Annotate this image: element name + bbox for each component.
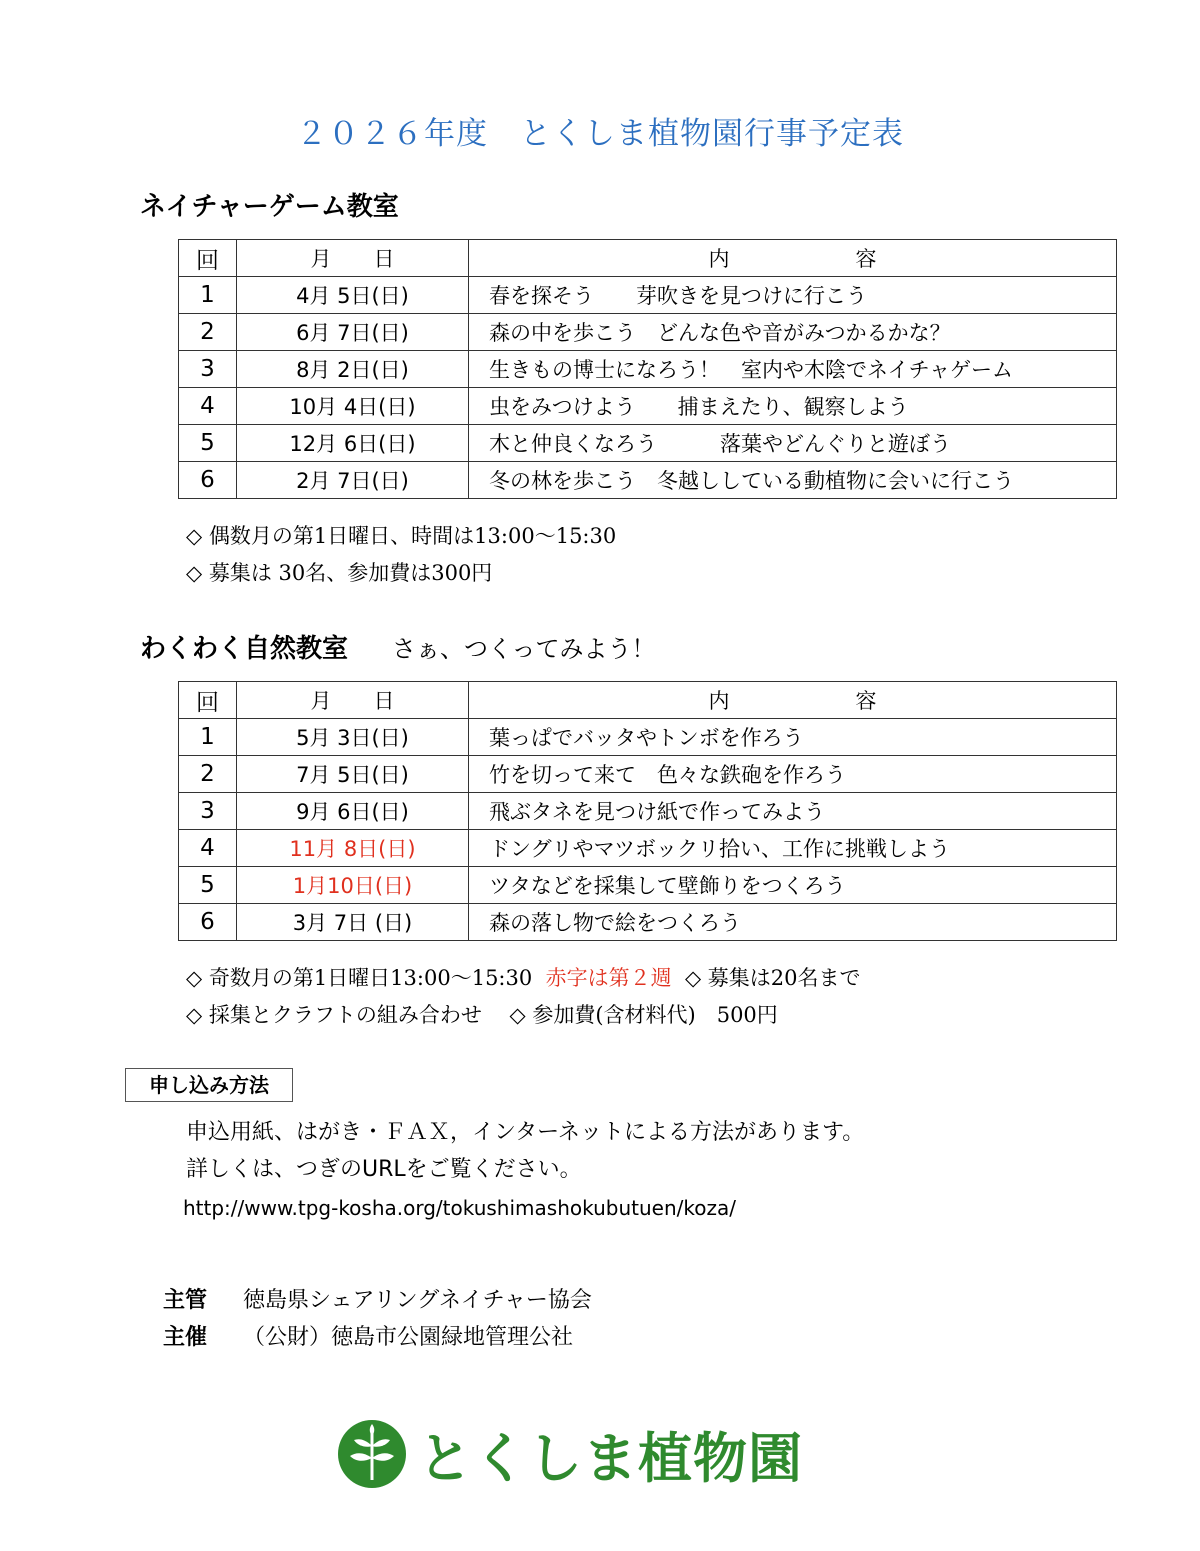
table-row xyxy=(179,388,1117,425)
nature-game-heading: ネイチャーゲーム教室 xyxy=(140,192,399,222)
table-row xyxy=(179,793,1117,830)
table-row xyxy=(179,277,1117,314)
row-content: 飛ぶタネを見つけ紙で作ってみよう xyxy=(469,793,1117,830)
host-name: 徳島県シェアリングネイチャー協会 xyxy=(243,1288,592,1313)
row-date-highlight: 11月 8日(日) xyxy=(237,830,469,867)
row-no: 6 xyxy=(179,904,237,941)
page-title: ２０２６年度 とくしま植物園行事予定表 xyxy=(296,116,904,152)
note-time-text: ◇ 奇数月の第1日曜日13:00～15:30 xyxy=(186,966,533,990)
table-row xyxy=(179,830,1117,867)
row-no: 1 xyxy=(179,719,237,756)
row-date: 2月 7日(日) xyxy=(237,462,469,499)
row-no: 4 xyxy=(179,830,237,867)
row-date: 5月 3日(日) xyxy=(237,719,469,756)
row-date: 8月 2日(日) xyxy=(237,351,469,388)
note-capacity-text: ◇ 募集は20名まで xyxy=(684,966,861,990)
row-date: 9月 6日(日) xyxy=(237,793,469,830)
row-no: 3 xyxy=(179,793,237,830)
wakuwaku-note-fee: ◇ 採集とクラフトの組み合わせ ◇ 参加費(含材料代) 500円 xyxy=(186,1003,778,1027)
header-no: 回 xyxy=(179,240,237,277)
note-red-text: 赤字は第２週 xyxy=(545,966,672,990)
header-date: 月 日 xyxy=(237,240,469,277)
row-content: 木と仲良くなろう 落葉やどんぐりと遊ぼう xyxy=(469,425,1117,462)
row-no: 3 xyxy=(179,351,237,388)
row-no: 4 xyxy=(179,388,237,425)
row-no: 5 xyxy=(179,867,237,904)
wakuwaku-table xyxy=(178,681,1117,941)
row-content: ドングリやマツボックリ拾い、工作に挑戦しよう xyxy=(469,830,1117,867)
wakuwaku-note-time xyxy=(186,962,861,992)
table-row xyxy=(179,425,1117,462)
table-row xyxy=(179,756,1117,793)
table-header-row xyxy=(179,682,1117,719)
row-content: ツタなどを採集して壁飾りをつくろう xyxy=(469,867,1117,904)
row-content: 葉っぱでバッタやトンボを作ろう xyxy=(469,719,1117,756)
sponsor-row xyxy=(163,1320,573,1351)
row-content: 森の中を歩こう どんな色や音がみつかるかな？ xyxy=(469,314,1117,351)
row-no: 2 xyxy=(179,314,237,351)
row-date: 12月 6日(日) xyxy=(237,425,469,462)
row-no: 6 xyxy=(179,462,237,499)
row-content: 竹を切って来て 色々な鉄砲を作ろう xyxy=(469,756,1117,793)
header-date: 月 日 xyxy=(237,682,469,719)
host-row xyxy=(163,1283,592,1314)
host-label: 主管 xyxy=(163,1288,208,1313)
row-no: 1 xyxy=(179,277,237,314)
wakuwaku-subtitle: さぁ、つくってみよう！ xyxy=(392,635,656,663)
table-row xyxy=(179,314,1117,351)
nature-game-note-time: ◇ 偶数月の第1日曜日、時間は13:00～15:30 xyxy=(186,524,617,548)
logo-text: とくしま植物園 xyxy=(418,1426,803,1490)
row-content: 春を探そう 芽吹きを見つけに行こう xyxy=(469,277,1117,314)
row-date: 4月 5日(日) xyxy=(237,277,469,314)
wakuwaku-heading xyxy=(140,628,656,665)
apply-method-label: 申し込み方法 xyxy=(125,1068,293,1102)
header-content: 内 容 xyxy=(469,240,1117,277)
info-url-link[interactable]: http://www.tpg-kosha.org/tokushimashokubutuen/koza/ xyxy=(183,1196,736,1220)
sponsor-name: （公財）徳島市公園緑地管理公社 xyxy=(243,1325,574,1350)
row-no: 2 xyxy=(179,756,237,793)
wakuwaku-title: わくわく自然教室 xyxy=(140,634,349,664)
row-date: 7月 5日(日) xyxy=(237,756,469,793)
table-row xyxy=(179,462,1117,499)
table-header-row xyxy=(179,240,1117,277)
row-content: 冬の林を歩こう 冬越ししている動植物に会いに行こう xyxy=(469,462,1117,499)
apply-line-2: 詳しくは、つぎのURLをご覧ください。 xyxy=(186,1157,582,1182)
leaf-logo-icon xyxy=(336,1418,408,1490)
table-row xyxy=(179,867,1117,904)
header-content: 内 容 xyxy=(469,682,1117,719)
row-date: 10月 4日(日) xyxy=(237,388,469,425)
nature-game-table xyxy=(178,239,1117,499)
row-date-highlight: 1月10日(日) xyxy=(237,867,469,904)
table-row xyxy=(179,719,1117,756)
row-content: 虫をみつけよう 捕まえたり、観察しよう xyxy=(469,388,1117,425)
apply-line-1: 申込用紙、はがき・ＦＡＸ，インターネットによる方法があります。 xyxy=(186,1120,865,1145)
header-no: 回 xyxy=(179,682,237,719)
sponsor-label: 主催 xyxy=(163,1325,208,1350)
table-row xyxy=(179,351,1117,388)
row-date: 3月 7日 (日) xyxy=(237,904,469,941)
row-content: 森の落し物で絵をつくろう xyxy=(469,904,1117,941)
row-date: 6月 7日(日) xyxy=(237,314,469,351)
row-no: 5 xyxy=(179,425,237,462)
garden-logo xyxy=(336,1418,803,1490)
nature-game-note-fee: ◇ 募集は 30名、参加費は300円 xyxy=(186,561,493,585)
table-row xyxy=(179,904,1117,941)
row-content: 生きもの博士になろう！ 室内や木陰でネイチャゲーム xyxy=(469,351,1117,388)
